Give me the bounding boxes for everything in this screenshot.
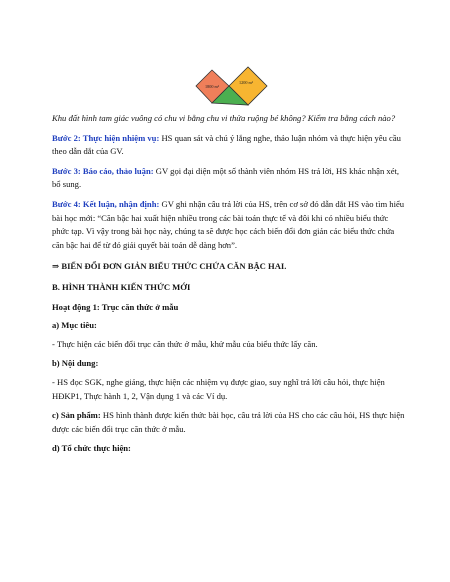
right-square-label: 1200 m² — [239, 80, 253, 85]
step4-text: GV ghi nhận câu trả lời của HS, trên cơ sở đó dẫn dắt HS vào tìm hiểu bài học mới: “Căn bậc hai xuất hiện nhiều trong các bài toán thực tế và đôi khi có nhiều biểu thức phức tạp. Vì vậy trong bài học này, chúng ta sẽ được học cách biến đổi đơn giản các biểu thức chứa căn bậc hai để từ đó giải quyết bài toán dễ dàng hơn”. — [52, 198, 405, 250]
goal-heading: a) Mục tiêu: — [52, 320, 97, 331]
step3-label: Bước 3: Báo cáo, thảo luận: — [52, 165, 154, 176]
question-text: Khu đất hình tam giác vuông có chu vi bằng chu vi thửa ruộng bé không? Kiểm tra bằng cách nào? — [52, 113, 396, 123]
content-heading: b) Nội dung: — [52, 358, 99, 369]
triangle-area-figure — [0, 0, 450, 110]
organize-heading: d) Tổ chức thực hiện: — [52, 443, 131, 454]
document-body — [52, 112, 406, 461]
step4-paragraph — [52, 198, 406, 252]
section-b-heading: B. HÌNH THÀNH KIẾN THỨC MỚI — [52, 281, 191, 292]
left-square-label: 1800 m² — [205, 84, 219, 89]
conclusion-heading: ⇒ BIẾN ĐỔI ĐƠN GIẢN BIỂU THỨC CHỨA CĂN BẬC HAI. — [52, 261, 287, 272]
step3-paragraph — [52, 165, 406, 192]
step2-label: Bước 2: Thực hiện nhiệm vụ: — [52, 132, 160, 143]
content-text: - HS đọc SGK, nghe giảng, thực hiện các nhiệm vụ được giao, suy nghĩ trả lời câu hỏi, thực hiện HĐKP1, Thực hành 1, 2, Vận dụng 1 và các Ví dụ. — [52, 376, 385, 401]
step2-paragraph — [52, 132, 406, 159]
goal-text: - Thực hiện các biến đổi trục căn thức ở mẫu, khử mẫu của biểu thức lấy căn. — [52, 338, 318, 349]
step2-text: HS quan sát và chú ý lắng nghe, thảo luận nhóm và thực hiện yêu cầu theo dẫn dắt của GV. — [52, 132, 401, 157]
step3-text: GV gọi đại diện một số thành viên nhóm HS trả lời, HS khác nhận xét, bổ sung. — [52, 165, 400, 190]
product-label: c) Sản phẩm: — [52, 410, 101, 421]
activity1-heading: Hoạt động 1: Trục căn thức ở mẫu — [52, 301, 179, 312]
product-paragraph — [52, 409, 406, 436]
product-text: HS hình thành được kiến thức bài học, câu trả lời của HS cho các câu hỏi, HS thực hiện được các biến đổi trục căn thức ở mẫu. — [52, 410, 405, 434]
step4-label: Bước 4: Kết luận, nhận định: — [52, 198, 160, 209]
